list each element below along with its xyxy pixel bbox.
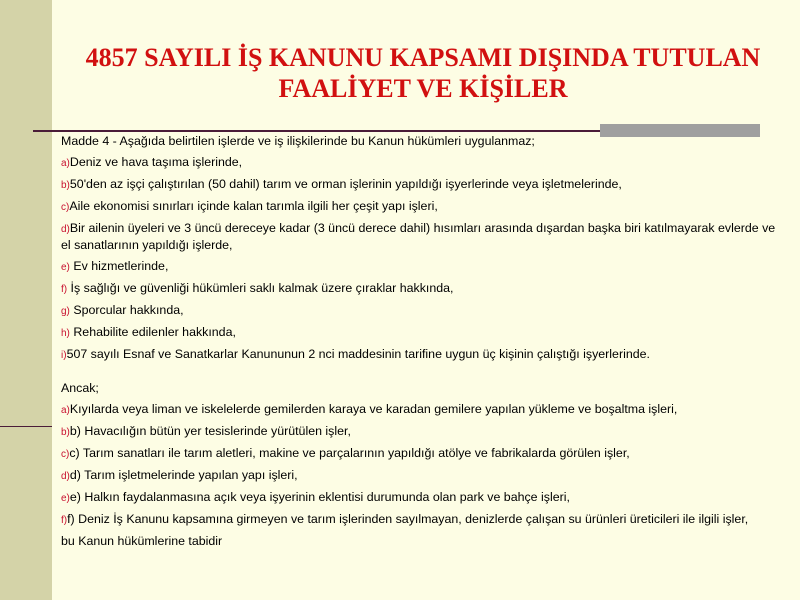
exclusion-item <box>61 303 785 320</box>
item-marker: f) <box>61 283 68 295</box>
intro-text: Madde 4 - Aşağıda belirtilen işlerde ve iş ilişkilerinde bu Kanun hükümleri uygulanmaz; <box>61 134 535 148</box>
item-marker: a) <box>61 158 70 169</box>
paragraph-spacer <box>61 369 785 381</box>
item-text: Rehabilite edilenler hakkında, <box>69 324 236 339</box>
exception-item <box>61 402 785 419</box>
item-text: 50'den az işçi çalıştırılan (50 dahil) tarım ve orman işlerinin yapıldığı işyerlerinde veya işletmelerinde, <box>69 177 622 191</box>
item-marker: g) <box>61 305 70 317</box>
item-marker: h) <box>61 327 70 339</box>
however-label: Ancak; <box>61 380 99 395</box>
exception-item <box>61 424 785 441</box>
item-text: Deniz ve hava taşıma işlerinde, <box>69 155 243 169</box>
exclusion-item <box>61 221 785 253</box>
item-marker: e) <box>61 261 70 273</box>
item-marker: d) <box>61 224 70 235</box>
item-text: Ev hizmetlerinde, <box>69 258 169 273</box>
exclusion-item <box>61 347 785 364</box>
item-marker: e) <box>61 492 70 504</box>
item-marker: b) <box>61 180 70 191</box>
item-marker: b) <box>61 426 70 438</box>
item-text: f) Deniz İş Kanunu kapsamına girmeyen ve tarım işlerinden sayılmayan, denizlerde çalışan su ürünleri üreticileri ile ilgili işler, <box>67 511 749 526</box>
item-marker: d) <box>61 470 70 482</box>
exclusion-item <box>61 259 785 276</box>
item-text: b) Havacılığın bütün yer tesislerinde yürütülen işler, <box>69 423 351 438</box>
item-text: Sporcular hakkında, <box>69 302 184 317</box>
slide-title <box>62 42 784 104</box>
item-text: Aile ekonomisi sınırları içinde kalan tarımla ilgili her çeşit yapı işleri, <box>69 199 438 213</box>
item-text: 507 sayılı Esnaf ve Sanatkarlar Kanununun 2 nci maddesinin tarifine uygun üç kişinin çalıştığı işyerlerinde. <box>66 346 650 361</box>
item-text: c) Tarım sanatları ile tarım aletleri, makine ve parçalarının yapıldığı atölye ve fabrikalarda görülen işler, <box>69 445 630 460</box>
slide-title-line-2: FAALİYET VE KİŞİLER <box>278 74 568 103</box>
item-text: İş sağlığı ve güvenliği hükümleri saklı kalmak üzere çıraklar hakkında, <box>67 280 454 295</box>
exclusion-item <box>61 177 785 194</box>
slide-title-line-1: 4857 SAYILI İŞ KANUNU KAPSAMI DIŞINDA TUTULAN <box>85 43 761 72</box>
item-marker: c) <box>61 448 70 460</box>
exclusion-item <box>61 281 785 298</box>
item-text: Bir ailenin üyeleri ve 3 üncü dereceye kadar (3 üncü derece dahil) hısımları arasında dışardan başka biri katılmayarak evlerde ve el sanatlarının yapıldığı işlerde, <box>61 221 776 252</box>
item-marker: i) <box>61 349 67 361</box>
exception-item <box>61 512 785 529</box>
left-band-divider <box>0 426 52 427</box>
item-text: d) Tarım işletmelerinde yapılan yapı işleri, <box>69 467 298 482</box>
closing-text: bu Kanun hükümlerine tabidir <box>61 533 223 548</box>
item-marker: f) <box>61 514 68 526</box>
exclusion-item <box>61 199 785 216</box>
slide-body <box>61 134 785 555</box>
left-decorative-band <box>0 0 52 600</box>
item-text: e) Halkın faydalanmasına açık veya işyerinin eklentisi durumunda olan park ve bahçe işleri, <box>69 489 570 504</box>
exception-item <box>61 490 785 507</box>
exception-item <box>61 468 785 485</box>
item-marker: c) <box>61 202 70 213</box>
exception-item <box>61 446 785 463</box>
item-text: Kıyılarda veya liman ve iskelelerde gemilerden karaya ve karadan gemilere yapılan yükleme ve boşaltma işleri, <box>69 401 678 416</box>
exclusion-item <box>61 325 785 342</box>
exclusion-item <box>61 155 785 172</box>
item-marker: a) <box>61 404 70 416</box>
